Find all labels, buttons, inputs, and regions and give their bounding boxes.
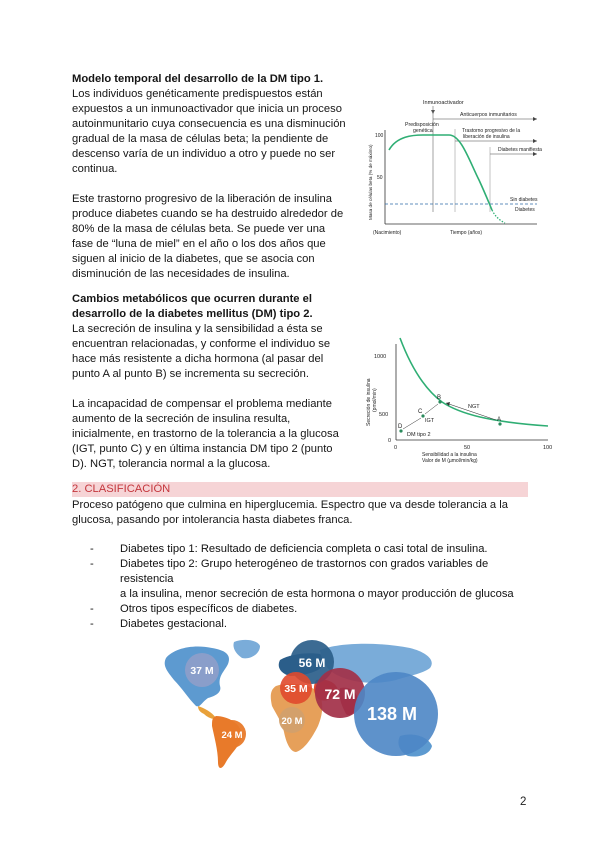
section2-text (72, 292, 354, 472)
section1-paragraph2: Este trastorno progresivo de la liberación de insulina produce diabetes cuando se ha destruido alrededor de 80% de la masa de células beta. Se puede ver una fase de “luna de miel” en el año o los dos años que siguen al inicio de la diabetes, que se asocia con disminución de las necesidades de insulina. (72, 193, 344, 280)
fig1-x-origin-label: (Nacimiento) (373, 230, 402, 236)
section2-paragraph2: La incapacidad de compensar el problema mediante aumento de la secreción de insulina resulta, inicialmente, en trastorno de la tolerancia a la glucosa (IGT, punto C) y en última instancia DM tipo 2 (punto D). NGT, tolerancia normal a la glucosa. (72, 398, 339, 470)
map-bubble-label-europe: 56 M (298, 656, 326, 670)
fig2-label-c: C (418, 409, 423, 415)
fig2-y-tick-500: 500 (379, 412, 389, 418)
list-item: - Diabetes tipo 1: Resultado de deficiencia completa o casi total de insulina. (90, 543, 488, 555)
fig1-label-anticuerpos: Anticuerpos inmunitarios (460, 112, 517, 118)
fig2-x-tick-50: 50 (464, 445, 471, 451)
bullet-dash: - (90, 543, 94, 555)
fig1-label-diabetes: Diabetes (515, 207, 535, 213)
map-bubble-label-south-america: 24 M (221, 730, 243, 741)
bullet-dash: - (90, 603, 94, 615)
fig2-x-tick-100: 100 (543, 445, 553, 451)
section1-text (72, 72, 352, 282)
fig2-y-tick-0: 0 (388, 438, 392, 444)
fig2-label-b: B (437, 395, 442, 401)
classification-list (90, 542, 530, 632)
list-item: - Diabetes tipo 2: Grupo heterogéneo de trastornos con grados variables de resistencia a la insulina, menor secreción de esta hormona o mayor producción de glucosa (90, 558, 514, 600)
fig2-y-axis-label-2: (pmol/min) (372, 388, 378, 412)
fig2-label-d: D (398, 424, 403, 430)
section1-paragraph1: Los individuos genéticamente predispuestos están expuestos a un inmunoactivador que inicia un proceso autoinmunitario cuya consecuencia es una disminución gradual de la masa de células beta; la pendiente de descenso varía de un individuo a otro y puede no ser continua. (72, 88, 346, 175)
map-central-america (198, 706, 216, 719)
fig2-y-axis-label-1: Secreción de insulina (366, 378, 372, 426)
fig1-label-trastorno-2: liberación de insulina (463, 134, 510, 140)
fig1-beta-cell-curve (389, 135, 492, 210)
bullet-dash: - (90, 618, 94, 630)
fig2-x-tick-0: 0 (394, 445, 398, 451)
figure-dm1-temporal-model (365, 92, 540, 250)
fig2-x-axis-label-1: Sensibilidad a la insulina (422, 452, 477, 458)
fig1-beta-cell-curve-dotted (492, 210, 505, 223)
fig1-x-axis-label: Tiempo (años) (450, 230, 483, 236)
fig2-x-axis-label-2: Valor de M (µmol/min/kg) (422, 458, 478, 464)
fig2-label-ngt: NGT (468, 404, 480, 410)
map-bubble-label-africa: 20 M (281, 716, 303, 727)
list-item: - Otros tipos específicos de diabetes. (90, 603, 298, 615)
map-bubble-label-mena: 35 M (284, 683, 308, 695)
section1-title: Modelo temporal del desarrollo de la DM tipo 1. (72, 73, 324, 85)
map-bubble-label-north-america: 37 M (190, 665, 214, 677)
world-diabetes-map (160, 632, 450, 772)
fig2-label-dm2: DM tipo 2 (407, 432, 431, 438)
map-greenland (233, 640, 260, 658)
figure-dm2-metabolic-changes (360, 338, 553, 468)
fig2-y-tick-1000: 1000 (374, 354, 387, 360)
map-bubble-label-south-east-asia: 72 M (324, 686, 356, 702)
fig1-y-tick-100: 100 (375, 133, 384, 139)
fig1-label-inmunoactivador: Inmunoactivador (423, 100, 464, 106)
section-heading-clasificacion: 2. CLASIFICACIÓN (72, 482, 528, 497)
fig1-label-trastorno-1: Trastorno progresivo de la (462, 128, 521, 134)
fig1-label-predisposicion-2: genética (413, 128, 433, 134)
fig2-label-igt: IGT (425, 418, 435, 424)
fig1-label-diabetes-manifiesta: Diabetes manifiesta (498, 147, 542, 153)
classification-intro: Proceso patógeno que culmina en hiperglucemia. Espectro que va desde tolerancia a la glucosa, pasando por intolerancia hasta diabetes franca. (72, 499, 508, 526)
section2-paragraph1: La secreción de insulina y la sensibilidad a ésta se encuentran relacionadas, y conforme el individuo se hace más resistente a dicha hormona (al pasar del punto A al punto B) se incrementa su secreción. (72, 323, 331, 380)
map-bubble-label-western-pacific: 138 M (366, 704, 418, 724)
page-number: 2 (520, 796, 527, 808)
section2-title: Cambios metabólicos que ocurren durante el desarrollo de la diabetes mellitus (DM) tipo 2. (72, 293, 313, 320)
fig2-label-a: A (497, 417, 502, 423)
fig1-label-predisposicion-1: Predisposición (405, 122, 439, 128)
fig1-y-tick-50: 50 (377, 175, 383, 181)
fig1-y-axis-label: Masa de células beta (% de máximo) (368, 144, 373, 220)
list-item: - Diabetes gestacional. (90, 618, 227, 630)
fig1-label-sin-diabetes: Sin diabetes (510, 197, 538, 203)
bullet-dash: - (90, 558, 94, 570)
